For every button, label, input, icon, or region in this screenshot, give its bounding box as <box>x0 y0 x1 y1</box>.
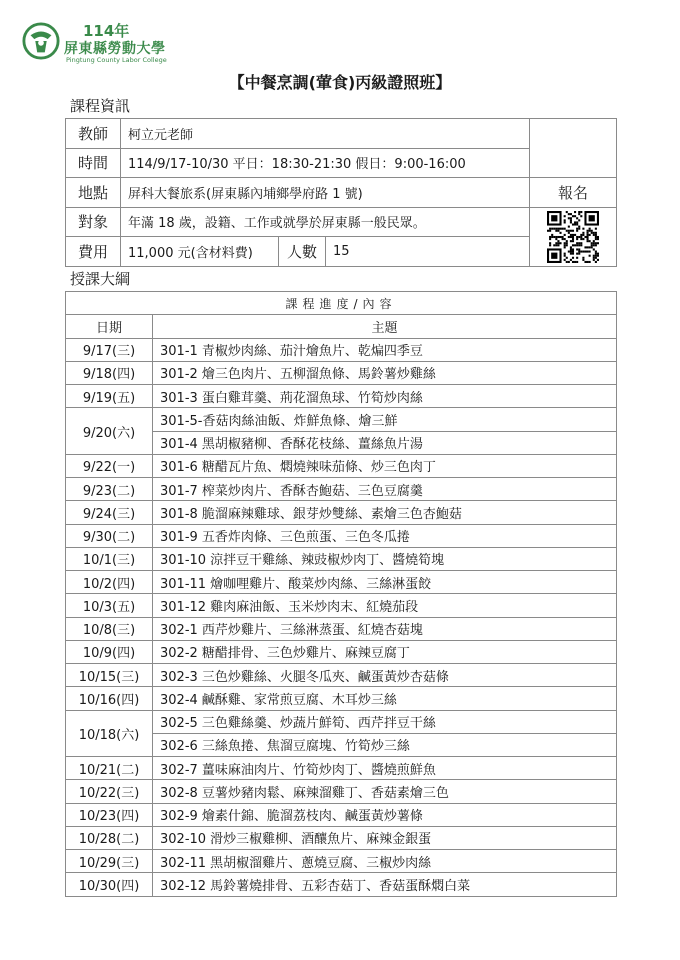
table-row <box>66 780 617 803</box>
session-topic: 301-8 脆溜麻辣雞球、銀芽炒雙絲、素燴三色杏鮑菇 <box>153 501 617 524</box>
table-row <box>66 361 617 384</box>
session-topic: 301-6 糖醋瓦片魚、燜燒辣味茄條、炒三色肉丁 <box>153 454 617 477</box>
session-date: 10/22(三) <box>66 780 153 803</box>
table-row <box>66 478 617 501</box>
session-date: 9/24(三) <box>66 501 153 524</box>
table-row <box>66 338 617 361</box>
syllabus-heading: 授課大綱 <box>70 270 131 288</box>
college-logo <box>22 18 192 66</box>
session-date: 9/23(二) <box>66 478 153 501</box>
time-label: 時間 <box>66 148 121 178</box>
session-date: 10/3(五) <box>66 594 153 617</box>
session-topic: 301-7 榨菜炒肉片、香酥杏鮑菇、三色豆腐羹 <box>153 478 617 501</box>
session-topic: 302-10 滑炒三椒雞柳、酒釀魚片、麻辣金銀蛋 <box>153 826 617 849</box>
col-header-topic: 主題 <box>153 315 617 338</box>
document-title: 【中餐烹調(葷食)丙級證照班】 <box>228 73 452 92</box>
col-header-date: 日期 <box>66 315 153 338</box>
table-row <box>66 687 617 710</box>
logo-english-name: Pingtung County Labor College <box>66 56 167 64</box>
teacher-label: 教師 <box>66 119 121 149</box>
session-topic: 302-12 馬鈴薯燒排骨、五彩杏菇丁、香菇蛋酥燜白菜 <box>153 873 617 896</box>
session-topic: 301-10 涼拌豆干雞絲、辣豉椒炒肉丁、醬燒筍塊 <box>153 547 617 570</box>
table-row <box>66 617 617 640</box>
target-label: 對象 <box>66 207 121 237</box>
session-topic: 301-12 雞肉麻油飯、玉米炒肉末、紅燒茄段 <box>153 594 617 617</box>
table-row <box>66 873 617 896</box>
session-date: 10/8(三) <box>66 617 153 640</box>
session-topic: 302-1 西芹炒雞片、三絲淋蒸蛋、紅燒杏菇塊 <box>153 617 617 640</box>
table-row <box>66 524 617 547</box>
place-value: 屏科大餐旅系(屏東縣內埔鄉學府路 1 號) <box>121 178 530 208</box>
session-topic: 301-1 青椒炒肉絲、茄汁燴魚片、乾煸四季豆 <box>153 338 617 361</box>
table-row <box>66 594 617 617</box>
syllabus-table-title: 課程進度/內容 <box>66 292 617 315</box>
session-topic: 302-6 三絲魚捲、焦溜豆腐塊、竹筍炒三絲 <box>153 733 617 756</box>
register-qr-cell[interactable] <box>530 207 617 266</box>
table-row <box>66 850 617 873</box>
session-topic: 301-9 五香炸肉條、三色煎蛋、三色冬瓜捲 <box>153 524 617 547</box>
college-emblem-icon <box>22 22 60 60</box>
table-row <box>66 408 617 431</box>
session-topic: 302-9 燴素什錦、脆溜荔枝肉、鹹蛋黃炒薯條 <box>153 803 617 826</box>
table-row <box>66 826 617 849</box>
course-info-heading: 課程資訊 <box>70 97 131 115</box>
session-topic: 301-2 燴三色肉片、五柳溜魚條、馬鈴薯炒雞絲 <box>153 361 617 384</box>
session-date: 10/2(四) <box>66 571 153 594</box>
session-date: 10/16(四) <box>66 687 153 710</box>
table-row <box>66 664 617 687</box>
session-date: 10/23(四) <box>66 803 153 826</box>
session-date: 10/28(二) <box>66 826 153 849</box>
session-topic: 301-3 蛋白雞茸羹、荊花溜魚球、竹筍炒肉絲 <box>153 385 617 408</box>
session-topic: 302-8 豆薯炒豬肉鬆、麻辣溜雞丁、香菇素燴三色 <box>153 780 617 803</box>
fee-label: 費用 <box>66 237 121 267</box>
register-qr-code-icon[interactable] <box>547 211 599 263</box>
session-date: 9/22(一) <box>66 454 153 477</box>
session-date: 9/18(四) <box>66 361 153 384</box>
session-topic: 302-5 三色雞絲羹、炒蔬片鮮筍、西芹拌豆干絲 <box>153 710 617 733</box>
session-topic: 301-5-香菇肉絲油飯、炸鮮魚條、燴三鮮 <box>153 408 617 431</box>
logo-college-name: 屏東縣勞動大學 <box>64 41 166 57</box>
session-topic: 302-11 黑胡椒溜雞片、蔥燒豆腐、三椒炒肉絲 <box>153 850 617 873</box>
table-row <box>66 385 617 408</box>
table-row <box>66 757 617 780</box>
session-date: 10/1(三) <box>66 547 153 570</box>
session-date: 9/30(二) <box>66 524 153 547</box>
place-label: 地點 <box>66 178 121 208</box>
session-topic: 302-7 薑味麻油肉片、竹筍炒肉丁、醬燒煎鮮魚 <box>153 757 617 780</box>
table-row <box>66 547 617 570</box>
table-row <box>66 803 617 826</box>
session-date: 10/30(四) <box>66 873 153 896</box>
table-row <box>66 640 617 663</box>
fee-value: 11,000 元(含材料費) <box>121 237 279 267</box>
session-date: 10/18(六) <box>66 710 153 757</box>
target-value: 年滿 18 歲，設籍、工作或就學於屏東縣一般民眾。 <box>121 207 530 237</box>
session-date: 9/20(六) <box>66 408 153 455</box>
register-label: 報名 <box>530 178 617 208</box>
session-date: 9/19(五) <box>66 385 153 408</box>
session-topic: 301-11 燴咖哩雞片、酸菜炒肉絲、三絲淋蛋餃 <box>153 571 617 594</box>
teacher-value: 柯立元老師 <box>121 119 530 149</box>
session-date: 10/15(三) <box>66 664 153 687</box>
session-date: 9/17(三) <box>66 338 153 361</box>
count-label: 人數 <box>279 237 326 267</box>
course-info-table <box>65 118 617 267</box>
count-value: 15 <box>326 237 530 267</box>
session-topic: 302-4 鹹酥雞、家常煎豆腐、木耳炒三絲 <box>153 687 617 710</box>
table-row <box>66 571 617 594</box>
table-row <box>66 501 617 524</box>
session-date: 10/29(三) <box>66 850 153 873</box>
session-topic: 301-4 黑胡椒豬柳、香酥花枝絲、薑絲魚片湯 <box>153 431 617 454</box>
session-date: 10/9(四) <box>66 640 153 663</box>
table-row <box>66 710 617 733</box>
session-date: 10/21(二) <box>66 757 153 780</box>
session-topic: 302-2 糖醋排骨、三色炒雞片、麻辣豆腐丁 <box>153 640 617 663</box>
logo-year: 114年 <box>83 22 130 40</box>
time-value: 114/9/17-10/30 平日：18:30-21:30 假日：9:00-16:00 <box>121 148 530 178</box>
table-row <box>66 454 617 477</box>
syllabus-table <box>65 291 617 897</box>
session-topic: 302-3 三色炒雞絲、火腿冬瓜夾、鹹蛋黃炒杏菇條 <box>153 664 617 687</box>
